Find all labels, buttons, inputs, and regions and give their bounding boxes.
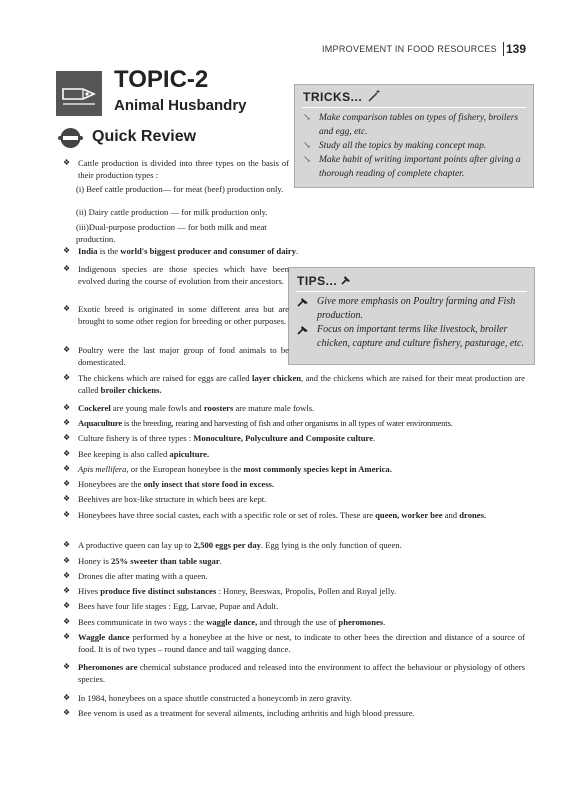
sub-item: (i) Beef cattle production— for meat (beef) production only. bbox=[76, 184, 284, 194]
list-item: ❖ India is the world's biggest producer and consumer of dairy. bbox=[63, 246, 299, 256]
quick-review-icon bbox=[57, 126, 84, 150]
pen-nib-icon bbox=[56, 71, 102, 116]
topic-title: TOPIC-2 bbox=[114, 66, 209, 93]
list-item: ❖ Hives produce five distinct substances : Honey, Beeswax, Propolis, Pollen and Royal jelly. bbox=[63, 586, 397, 596]
list-item: ❖ Bee venom is used as a treatment for several ailments, including arthritis and high blood pressure. bbox=[63, 708, 415, 718]
sub-item: (ii) Dairy cattle production — for milk production only. bbox=[76, 207, 268, 217]
list-item: ❖ Bees communicate in two ways : the waggle dance, and through the use of pheromones. bbox=[63, 617, 386, 627]
list-item: ❖ Culture fishery is of three types : Monoculture, Polyculture and Composite culture. bbox=[63, 433, 376, 443]
list-item: ❖ In 1984, honeybees on a space shuttle constructed a honeycomb in zero gravity. bbox=[63, 693, 352, 703]
running-header: IMPROVEMENT IN FOOD RESOURCES bbox=[321, 44, 497, 54]
list-item: ❖ Bee keeping is also called apiculture. bbox=[63, 449, 210, 459]
magic-wand-icon bbox=[367, 89, 381, 103]
review-list-sub bbox=[63, 206, 303, 246]
list-item: ❖ Apis mellifera, or the European honeybee is the most commonly species kept in America. bbox=[63, 464, 392, 474]
list-item: ❖ Poultry were the last major group of food animals to be domesticated. bbox=[63, 345, 289, 367]
list-item: ❖ Aquaculture is the breeding, rearing and harvesting of fish and other organisms in all types of water environments. bbox=[63, 418, 453, 428]
trick-item: ↘ Make habit of writing important points after giving a thorough reading of complete chapter. bbox=[303, 155, 521, 179]
trick-item: ↘ Make comparison tables on types of fishery, broilers and egg, etc. bbox=[303, 113, 519, 137]
list-item: ❖ Drones die after mating with a queen. bbox=[63, 571, 208, 581]
arrow-icon: ↘ bbox=[303, 155, 311, 165]
sub-item: (iii)Dual-purpose production — for both milk and meat production. bbox=[76, 222, 267, 244]
page-number: 139 bbox=[505, 42, 526, 56]
list-item: ❖ Honey is 25% sweeter than table sugar. bbox=[63, 556, 222, 566]
list-item: ❖ Beehives are box-like structure in which bees are kept. bbox=[63, 494, 267, 504]
topic-subtitle: Animal Husbandry bbox=[114, 97, 247, 114]
review-list-left bbox=[63, 263, 289, 373]
list-item: ❖ Honeybees have three social castes, each with a specific role or set of roles. These are queen, worker bee and drones. bbox=[63, 510, 487, 520]
review-list-full bbox=[63, 372, 525, 722]
pointer-hand-icon bbox=[297, 297, 309, 313]
tricks-title: TRICKS... bbox=[303, 90, 363, 104]
pin-icon bbox=[339, 273, 353, 287]
list-item: ❖ Pheromones are chemical substance produced and released into the environment to affect the behaviour or physiology of others species. bbox=[63, 662, 525, 684]
list-item: ❖ Cockerel are young male fowls and roosters are mature male fowls. bbox=[63, 403, 315, 413]
list-item: ❖ Waggle dance performed by a honeybee at the hive or nest, to indicate to other bees the direction and distance of a source of food. It is of two types – round dance and tail wagging dance. bbox=[63, 632, 525, 654]
tricks-box bbox=[294, 84, 534, 188]
list-item: ❖ Bees have four life stages : Egg, Larvae, Pupae and Adult. bbox=[63, 601, 279, 611]
header-divider bbox=[503, 42, 505, 56]
list-item: ❖ Indigenous species are those species which have been evolved during the course of evolution from their ancestors. bbox=[63, 264, 289, 286]
quick-review-heading: Quick Review bbox=[92, 128, 197, 145]
trick-item: ↘ Study all the topics by making concept map. bbox=[303, 141, 487, 151]
arrow-icon: ↘ bbox=[303, 113, 311, 123]
pointer-hand-icon bbox=[297, 325, 309, 341]
tip-item: Give more emphasis on Poultry farming and Fish production. bbox=[297, 295, 529, 323]
arrow-icon: ↘ bbox=[303, 141, 311, 151]
tips-box bbox=[288, 267, 535, 365]
tricks-divider bbox=[302, 107, 526, 108]
list-item: ❖ Cattle production is divided into three types on the basis of their production types : bbox=[63, 158, 289, 180]
list-item: ❖ Honeybees are the only insect that store food in excess. bbox=[63, 479, 275, 489]
list-item: ❖ Exotic breed is originated in some different area but are brought to some other region for breeding or other purposes. bbox=[63, 304, 289, 326]
review-list-india bbox=[63, 245, 523, 259]
list-item: ❖ The chickens which are raised for eggs are called layer chicken, and the chickens which are raised for their meat production are called broiler chickens. bbox=[63, 373, 525, 395]
tips-divider bbox=[296, 291, 527, 292]
tips-title: TIPS... bbox=[297, 274, 338, 288]
list-item: ❖ A productive queen can lay up to 2,500 eggs per day. Egg lying is the only function of queen. bbox=[63, 540, 402, 550]
tip-item: Focus on important terms like livestock, broiler chicken, capture and culture fishery, pasturage, etc. bbox=[297, 323, 529, 351]
